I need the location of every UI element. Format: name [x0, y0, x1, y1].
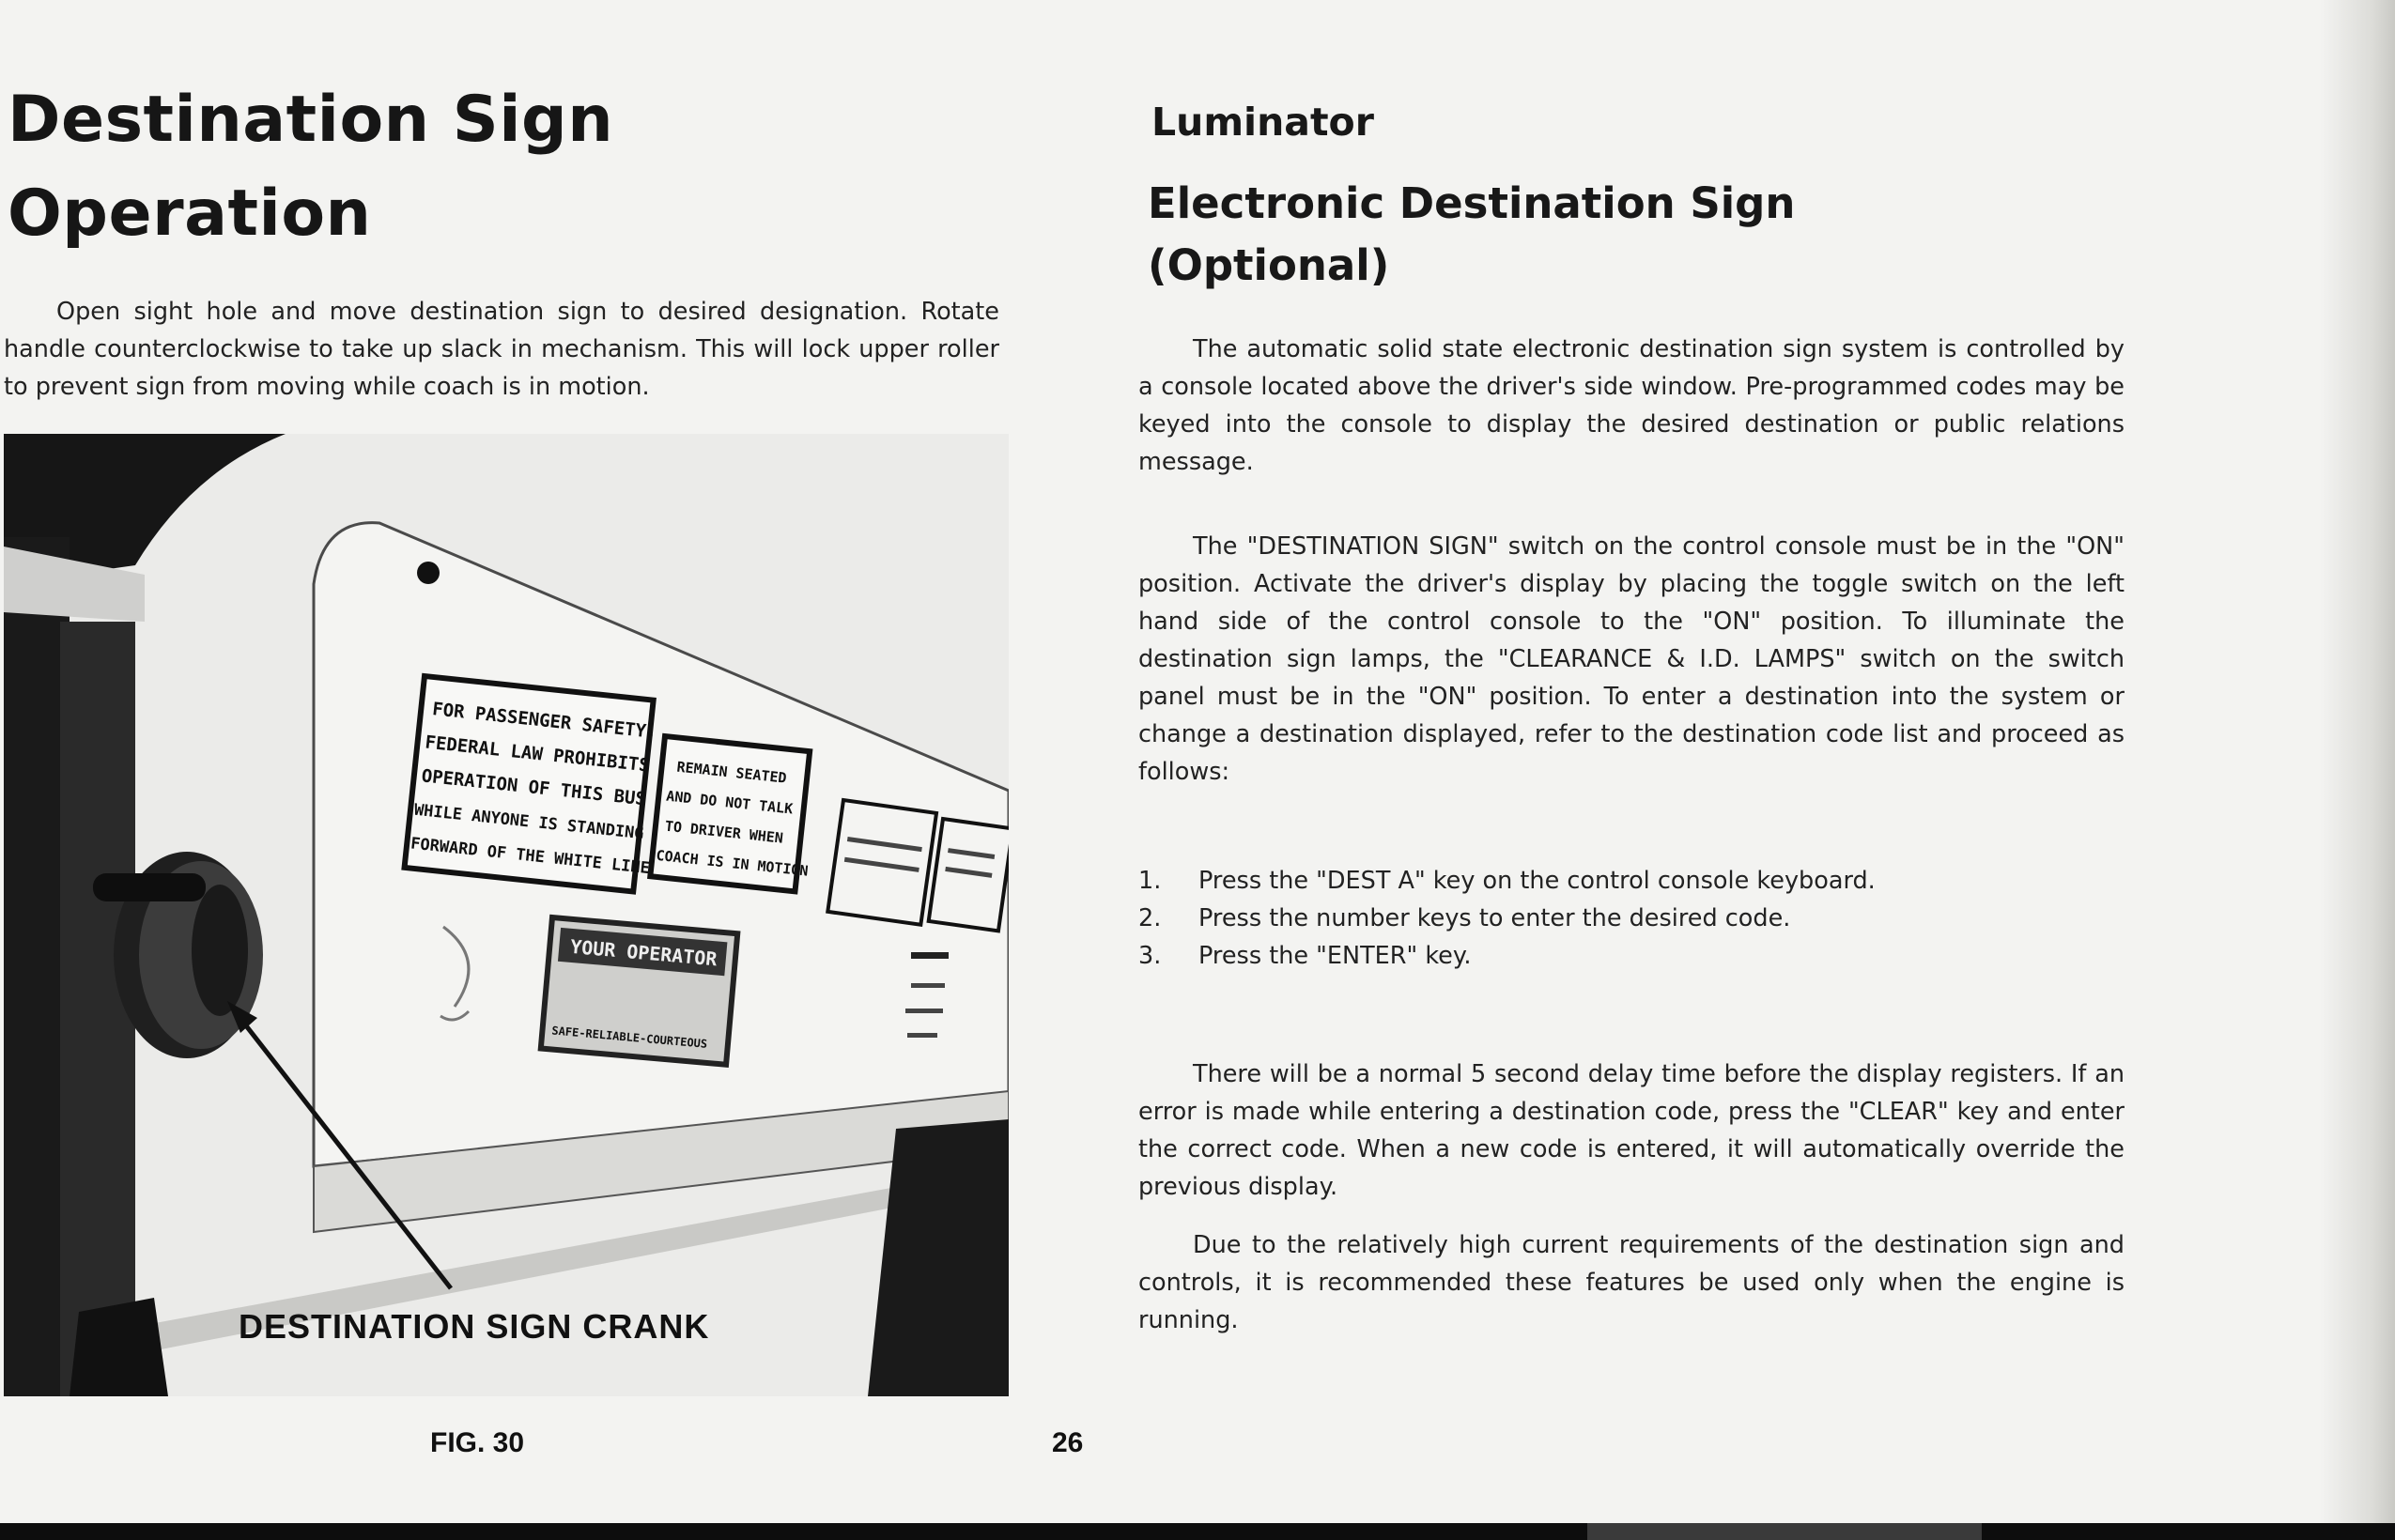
- delay-text: There will be a normal 5 second delay time before the display registers. If an error is made while entering a destination code, press the "CLEAR" key and enter the correct code. When a new code is entered, it will automatically override the previous display.: [1138, 1060, 2125, 1201]
- brand-heading: Luminator: [1151, 100, 1374, 145]
- step-item: [1138, 937, 2125, 975]
- section-title: [1148, 173, 1795, 297]
- page-edge-shadow: [2320, 0, 2395, 1540]
- title-line-1: Destination Sign: [8, 83, 614, 157]
- operator-plate-top-text: YOUR OPERATOR: [569, 934, 718, 971]
- step-number: 1.: [1138, 867, 1162, 895]
- decal-remain-seated: [650, 736, 820, 893]
- operator-plate: [541, 917, 737, 1065]
- sight-hole-text: Open sight hole and move destination sign to desired designation. Rotate handle counterclockwise to take up slack in mechanism. This will lock upper roller to prevent sign from moving while coach is in motion.: [4, 298, 999, 401]
- placard-mark-2: [911, 983, 945, 988]
- small-decal-2-border: [929, 819, 1009, 931]
- current-requirements-text: Due to the relatively high current requirements of the destination sign and controls, it is recommended these features be used only when the engine is running.: [1138, 1231, 2125, 1334]
- step-text: Press the "ENTER" key.: [1198, 942, 1472, 970]
- sight-hole-instructions: [4, 293, 999, 406]
- page-title: [8, 73, 613, 261]
- panel-screw: [417, 562, 440, 584]
- title-line-2: Operation: [8, 177, 372, 251]
- step-number: 3.: [1138, 942, 1162, 970]
- step-number: 2.: [1138, 904, 1162, 932]
- decal-passenger-line-4: WHILE ANYONE IS STANDING: [412, 800, 645, 844]
- decal-passenger-safety: [405, 676, 668, 893]
- crank-knob-hub: [192, 885, 248, 1016]
- decal-passenger-line-1: FOR PASSENGER SAFETY,: [431, 699, 658, 744]
- step-text: Press the number keys to enter the desired code.: [1198, 904, 1791, 932]
- placard-mark-1: [911, 952, 949, 959]
- scan-bottom-edge: [0, 1523, 2395, 1540]
- step-item: [1138, 862, 2125, 900]
- placard-mark-4: [907, 1033, 937, 1038]
- page-number: 26: [1052, 1427, 1084, 1458]
- decal-passenger-line-3: OPERATION OF THIS BUS: [420, 765, 647, 810]
- decal-remain-line-4: COACH IS IN MOTION: [655, 846, 810, 880]
- decal-remain-line-3: TO DRIVER WHEN: [664, 817, 784, 847]
- current-requirements-paragraph: [1138, 1226, 2125, 1339]
- procedure-steps: [1138, 862, 2125, 975]
- small-decal-2: [929, 819, 1009, 931]
- decal-passenger-line-2: FEDERAL LAW PROHIBITS: [424, 732, 651, 777]
- step-item: [1138, 900, 2125, 937]
- crank-handle: [93, 873, 206, 901]
- scan-edge-gap: [1587, 1523, 1982, 1540]
- decal-remain-line-2: AND DO NOT TALK: [665, 787, 795, 818]
- switch-setup-text: The "DESTINATION SIGN" switch on the control console must be in the "ON" position. Activate the driver's display by placing the toggle switch on the left hand side of the control console to the "ON" position. To illuminate the destination sign lamps, the "CLEARANCE & I.D. LAMPS" switch on the switch panel must be in the "ON" position. To enter a destination into the system or change a destination displayed, refer to the destination code list and proceed as follows:: [1138, 532, 2125, 786]
- section-title-line-2: (Optional): [1148, 240, 1390, 290]
- placard-mark-3: [905, 1009, 943, 1013]
- figure-caption: FIG. 30: [430, 1427, 525, 1458]
- crank-label: DESTINATION SIGN CRANK: [239, 1307, 710, 1346]
- decal-remain-line-1: REMAIN SEATED: [675, 758, 788, 787]
- section-title-line-1: Electronic Destination Sign: [1148, 178, 1796, 228]
- switch-setup-paragraph: [1138, 528, 2125, 791]
- operator-plate-bottom-text: SAFE-RELIABLE-COURTEOUS: [550, 1024, 708, 1051]
- photo-illustration: [4, 434, 1009, 1396]
- delay-paragraph: [1138, 1055, 2125, 1206]
- step-text: Press the "DEST A" key on the control console keyboard.: [1198, 867, 1876, 895]
- dark-block-lower-left: [70, 1298, 168, 1396]
- decal-passenger-line-5: FORWARD OF THE WHITE LINE: [409, 834, 651, 879]
- destination-sign-crank-photo: [4, 434, 1009, 1396]
- system-overview-text: The automatic solid state electronic destination sign system is controlled by a console located above the driver's side window. Pre-programmed codes may be keyed into the console to display the desired destination or public relations message.: [1138, 335, 2125, 476]
- dark-pillar-left: [4, 537, 70, 1396]
- system-overview-paragraph: [1138, 331, 2125, 481]
- small-decal-1: [827, 800, 936, 925]
- pillar-inner: [60, 622, 135, 1396]
